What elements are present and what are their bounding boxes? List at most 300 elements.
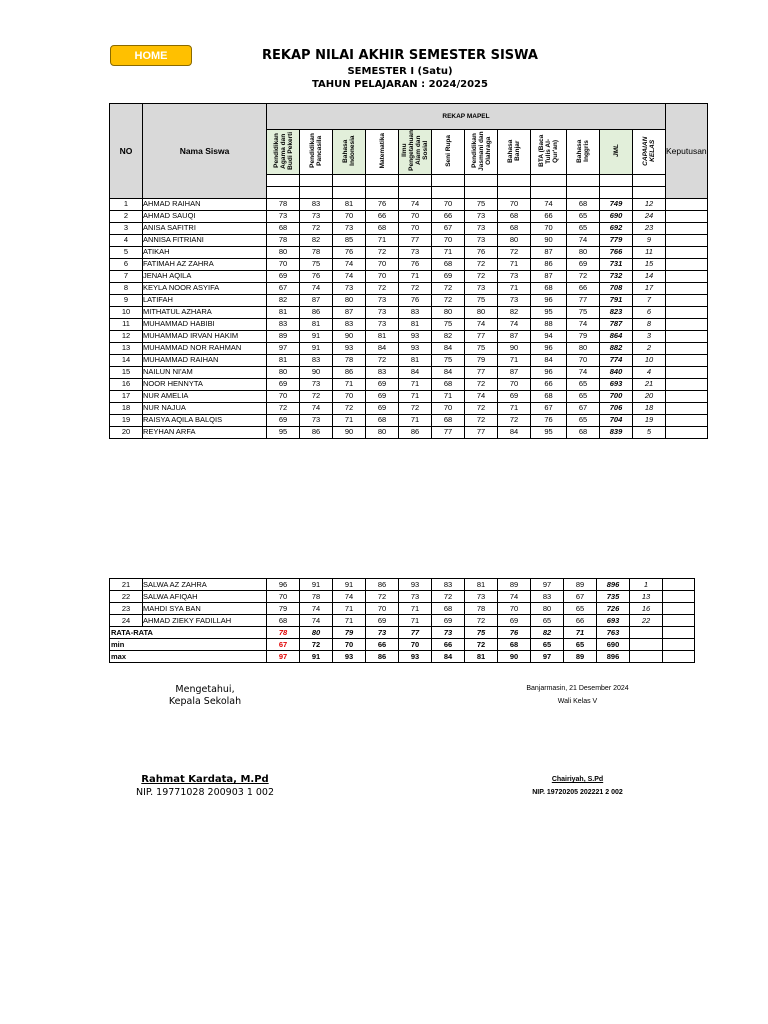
student-name: KEYLA NOOR ASYIFA [143,282,267,294]
score-cell: 93 [333,342,366,354]
table-row [110,615,695,627]
score-cell: 73 [300,210,333,222]
score-cell: 80 [498,234,531,246]
score-cell: 72 [498,246,531,258]
col-header-no: NO [110,104,143,199]
total-score: 896 [597,579,630,591]
col-header-subject: CAPAIAN KELAS [633,130,666,175]
stats-value: 65 [531,639,564,651]
score-cell: 84 [531,354,567,366]
stats-value: 82 [531,627,564,639]
score-cell: 82 [498,306,531,318]
score-cell: 97 [267,342,300,354]
score-cell: 96 [267,579,300,591]
score-cell: 67 [432,222,465,234]
score-cell: 65 [567,414,600,426]
score-cell: 68 [531,282,567,294]
score-cell: 68 [432,603,465,615]
score-cell: 71 [399,603,432,615]
student-number: 16 [110,378,143,390]
score-cell: 69 [366,390,399,402]
class-rank: 3 [633,330,666,342]
decision-cell [666,198,708,210]
score-cell: 95 [267,426,300,438]
decision-cell [666,210,708,222]
class-rank: 11 [633,246,666,258]
score-cell: 84 [432,366,465,378]
score-cell: 86 [531,258,567,270]
total-score: 735 [597,591,630,603]
score-cell: 91 [300,330,333,342]
score-cell: 93 [399,330,432,342]
class-rank: 17 [633,282,666,294]
decision-cell [666,318,708,330]
score-cell: 71 [498,282,531,294]
score-cell: 71 [366,234,399,246]
score-cell: 71 [498,258,531,270]
score-cell: 87 [300,294,333,306]
score-cell: 72 [465,414,498,426]
student-number: 24 [110,615,143,627]
score-cell: 78 [465,603,498,615]
score-cell: 73 [267,210,300,222]
score-cell: 68 [567,426,600,438]
stats-value: 86 [366,651,399,663]
score-cell: 69 [366,378,399,390]
score-cell: 91 [333,579,366,591]
table-row [110,603,695,615]
score-cell: 87 [531,270,567,282]
empty-decision-cell [663,651,695,663]
decision-cell [663,591,695,603]
table-row [110,414,708,426]
score-cell: 71 [498,402,531,414]
score-cell: 67 [564,591,597,603]
student-name: ANISA SAFITRI [143,222,267,234]
decision-cell [666,402,708,414]
class-rank: 22 [630,615,663,627]
score-cell: 77 [465,426,498,438]
score-cell: 70 [498,198,531,210]
score-cell: 75 [465,198,498,210]
score-cell: 73 [333,222,366,234]
score-cell: 69 [267,414,300,426]
decision-cell [666,282,708,294]
col-header-name: Nama Siswa [143,104,267,199]
empty-rank-cell [630,627,663,639]
score-cell: 69 [432,615,465,627]
stats-value: 84 [432,651,465,663]
total-score: 766 [600,246,633,258]
score-cell: 93 [399,342,432,354]
student-number: 10 [110,306,143,318]
academic-year-label: TAHUN PELAJARAN : 2024/2025 [312,79,488,90]
decision-cell [663,579,695,591]
table-row [110,342,708,354]
stats-value: 80 [300,627,333,639]
score-cell: 82 [432,330,465,342]
student-name: AHMAD SAUQI [143,210,267,222]
student-number: 9 [110,294,143,306]
score-cell: 72 [366,354,399,366]
score-cell: 87 [498,366,531,378]
class-rank: 20 [633,390,666,402]
col-header-subject: Pendidikan Pancasila [300,130,333,175]
student-name: NUR NAJUA [143,402,267,414]
score-cell: 68 [498,222,531,234]
score-cell: 80 [567,342,600,354]
score-cell: 76 [366,198,399,210]
table-row [110,378,708,390]
score-cell: 71 [399,378,432,390]
student-number: 5 [110,246,143,258]
score-cell: 73 [300,378,333,390]
homeroom-teacher-nip: NIP. 19720205 202221 2 002 [532,789,623,796]
score-cell: 80 [333,294,366,306]
score-cell: 93 [399,579,432,591]
col-header-subject: Matematika [366,130,399,175]
table-row [110,390,708,402]
score-cell: 96 [531,294,567,306]
semester-label: SEMESTER I (Satu) [347,66,453,77]
table-row [110,234,708,246]
score-cell: 81 [399,354,432,366]
grade-recap-table-continued [109,578,695,663]
stats-row [110,651,695,663]
decision-cell [666,222,708,234]
score-cell: 89 [267,330,300,342]
score-cell: 68 [531,390,567,402]
total-score: 708 [600,282,633,294]
student-number: 4 [110,234,143,246]
stats-total: 896 [597,651,630,663]
score-cell: 74 [300,615,333,627]
table-row [110,282,708,294]
student-number: 23 [110,603,143,615]
score-cell: 76 [399,294,432,306]
score-cell: 74 [531,198,567,210]
col-header-subject: BTA (Baca Tulis Al-Qur'an) [531,130,567,175]
score-cell: 77 [399,234,432,246]
total-score: 692 [600,222,633,234]
score-cell: 69 [267,378,300,390]
score-cell: 68 [567,198,600,210]
student-name: REYHAN ARFA [143,426,267,438]
class-rank: 6 [633,306,666,318]
col-header-keputusan: Keputusan [666,104,708,199]
stats-value: 68 [498,639,531,651]
score-cell: 82 [300,234,333,246]
score-cell: 70 [333,390,366,402]
score-cell: 71 [399,270,432,282]
stats-value: 97 [267,651,300,663]
score-cell: 79 [567,330,600,342]
student-name: RAISYA AQILA BALQIS [143,414,267,426]
table-row [110,306,708,318]
total-score: 840 [600,366,633,378]
score-cell: 91 [300,342,333,354]
score-cell: 75 [432,318,465,330]
score-cell: 73 [366,294,399,306]
col-header-subject: Bahasa Inggris [567,130,600,175]
score-cell: 68 [432,378,465,390]
student-name: AHMAD RAIHAN [143,198,267,210]
table-row [110,270,708,282]
score-cell: 90 [498,342,531,354]
score-cell: 73 [300,414,333,426]
student-number: 7 [110,270,143,282]
stats-value: 93 [399,651,432,663]
stats-row [110,639,695,651]
table-row [110,366,708,378]
table-row [110,591,695,603]
score-cell: 71 [333,603,366,615]
score-cell: 74 [498,591,531,603]
score-cell: 86 [366,579,399,591]
class-rank: 14 [633,270,666,282]
stats-value: 67 [267,639,300,651]
score-cell: 79 [465,354,498,366]
acknowledged-label: Mengetahui, [175,684,235,695]
class-rank: 10 [633,354,666,366]
total-score: 704 [600,414,633,426]
student-name: MUHAMMAD RAIHAN [143,354,267,366]
col-header-subject: Pendidikan Agama dan Budi Pekerti [267,130,300,175]
table-row [110,294,708,306]
score-cell: 78 [267,198,300,210]
score-cell: 73 [366,318,399,330]
score-cell: 72 [498,414,531,426]
score-cell: 83 [399,306,432,318]
student-number: 18 [110,402,143,414]
score-cell: 71 [399,414,432,426]
score-cell: 84 [366,342,399,354]
empty-decision-cell [663,627,695,639]
score-cell: 95 [531,426,567,438]
score-cell: 74 [567,366,600,378]
score-cell: 77 [465,366,498,378]
grade-recap-table [109,103,708,439]
score-cell: 87 [333,306,366,318]
class-rank: 1 [630,579,663,591]
page-title: REKAP NILAI AKHIR SEMESTER SISWA [262,48,538,63]
student-name: MAHDI SYA BAN [143,603,267,615]
table-row [110,426,708,438]
total-score: 882 [600,342,633,354]
class-rank: 15 [633,258,666,270]
col-header-subject: Pendidikan Jasmani dan Olahraga [465,130,498,175]
score-cell: 96 [531,342,567,354]
score-cell: 72 [465,402,498,414]
total-score: 787 [600,318,633,330]
score-cell: 66 [564,615,597,627]
score-cell: 85 [333,234,366,246]
student-name: AHMAD ZIEKY FADILLAH [143,615,267,627]
decision-cell [666,306,708,318]
score-cell: 83 [432,579,465,591]
student-number: 1 [110,198,143,210]
score-cell: 70 [432,198,465,210]
student-name: MUHAMMAD HABIBI [143,318,267,330]
score-cell: 69 [498,390,531,402]
stats-value: 93 [333,651,366,663]
score-cell: 77 [465,330,498,342]
score-cell: 66 [531,210,567,222]
class-rank: 8 [633,318,666,330]
col-header-subject: Seni Rupa [432,130,465,175]
student-name: NOOR HENNYTA [143,378,267,390]
score-cell: 71 [333,378,366,390]
score-cell: 67 [567,402,600,414]
score-cell: 71 [432,246,465,258]
score-cell: 68 [432,258,465,270]
score-cell: 90 [300,366,333,378]
score-cell: 75 [432,354,465,366]
class-rank: 21 [633,378,666,390]
score-cell: 80 [267,366,300,378]
score-cell: 72 [432,282,465,294]
class-rank: 18 [633,402,666,414]
score-cell: 72 [300,222,333,234]
class-rank: 24 [633,210,666,222]
score-cell: 87 [498,330,531,342]
score-cell: 80 [366,426,399,438]
table-row [110,198,708,210]
score-cell: 83 [300,354,333,366]
total-score: 690 [600,210,633,222]
stats-value: 76 [498,627,531,639]
decision-cell [666,414,708,426]
total-score: 839 [600,426,633,438]
table-row [110,258,708,270]
col-header-subject: JML [600,130,633,175]
score-cell: 86 [333,366,366,378]
score-cell: 70 [267,591,300,603]
class-rank: 7 [633,294,666,306]
total-score: 706 [600,402,633,414]
decision-cell [666,270,708,282]
score-cell: 73 [498,270,531,282]
score-cell: 69 [567,258,600,270]
decision-cell [666,354,708,366]
student-name: MITHATUL AZHARA [143,306,267,318]
score-cell: 71 [498,354,531,366]
score-cell: 73 [465,282,498,294]
total-score: 779 [600,234,633,246]
score-cell: 78 [300,591,333,603]
score-cell: 65 [567,378,600,390]
principal-nip: NIP. 19771028 200903 1 002 [135,787,275,798]
score-cell: 83 [366,366,399,378]
score-cell: 65 [567,222,600,234]
decision-cell [663,603,695,615]
student-number: 21 [110,579,143,591]
score-cell: 72 [300,390,333,402]
total-score: 731 [600,258,633,270]
total-score: 774 [600,354,633,366]
score-cell: 66 [567,282,600,294]
student-number: 12 [110,330,143,342]
score-cell: 81 [267,354,300,366]
stats-value: 75 [465,627,498,639]
decision-cell [666,390,708,402]
score-cell: 76 [300,270,333,282]
score-cell: 74 [498,318,531,330]
score-cell: 70 [432,402,465,414]
stats-value: 71 [564,627,597,639]
student-name: FATIMAH AZ ZAHRA [143,258,267,270]
score-cell: 72 [465,378,498,390]
score-cell: 84 [498,426,531,438]
score-cell: 70 [399,210,432,222]
score-cell: 78 [333,354,366,366]
score-cell: 76 [465,246,498,258]
total-score: 700 [600,390,633,402]
stats-value: 77 [399,627,432,639]
score-cell: 72 [465,258,498,270]
student-number: 6 [110,258,143,270]
student-name: SALWA AZ ZAHRA [143,579,267,591]
score-cell: 75 [465,342,498,354]
table-row [110,354,708,366]
table-row [110,318,708,330]
score-cell: 71 [432,390,465,402]
score-cell: 83 [300,198,333,210]
stats-total: 690 [597,639,630,651]
score-cell: 72 [366,282,399,294]
score-cell: 75 [465,294,498,306]
student-number: 3 [110,222,143,234]
table-row [110,402,708,414]
score-cell: 69 [498,615,531,627]
score-cell: 72 [366,246,399,258]
decision-cell [666,342,708,354]
homeroom-title: Wali Kelas V [557,698,598,705]
score-cell: 72 [399,282,432,294]
score-cell: 81 [333,198,366,210]
total-score: 693 [597,615,630,627]
class-rank: 13 [630,591,663,603]
score-cell: 87 [531,246,567,258]
student-number: 13 [110,342,143,354]
decision-cell [666,294,708,306]
class-rank: 23 [633,222,666,234]
stats-value: 91 [300,651,333,663]
student-number: 19 [110,414,143,426]
score-cell: 73 [465,222,498,234]
score-cell: 73 [399,591,432,603]
stats-value: 79 [333,627,366,639]
student-name: NAILUN NI'AM [143,366,267,378]
score-cell: 72 [567,270,600,282]
student-number: 17 [110,390,143,402]
score-cell: 83 [267,318,300,330]
score-cell: 71 [399,390,432,402]
home-button[interactable]: HOME [110,45,192,66]
student-number: 15 [110,366,143,378]
score-cell: 81 [300,318,333,330]
total-score: 693 [600,378,633,390]
score-cell: 72 [465,615,498,627]
score-cell: 68 [432,414,465,426]
score-cell: 68 [267,615,300,627]
score-cell: 86 [300,426,333,438]
score-cell: 72 [399,402,432,414]
score-cell: 69 [267,270,300,282]
score-cell: 81 [399,318,432,330]
stats-value: 72 [465,639,498,651]
student-name: MUHAMMAD IRVAN HAKIM [143,330,267,342]
